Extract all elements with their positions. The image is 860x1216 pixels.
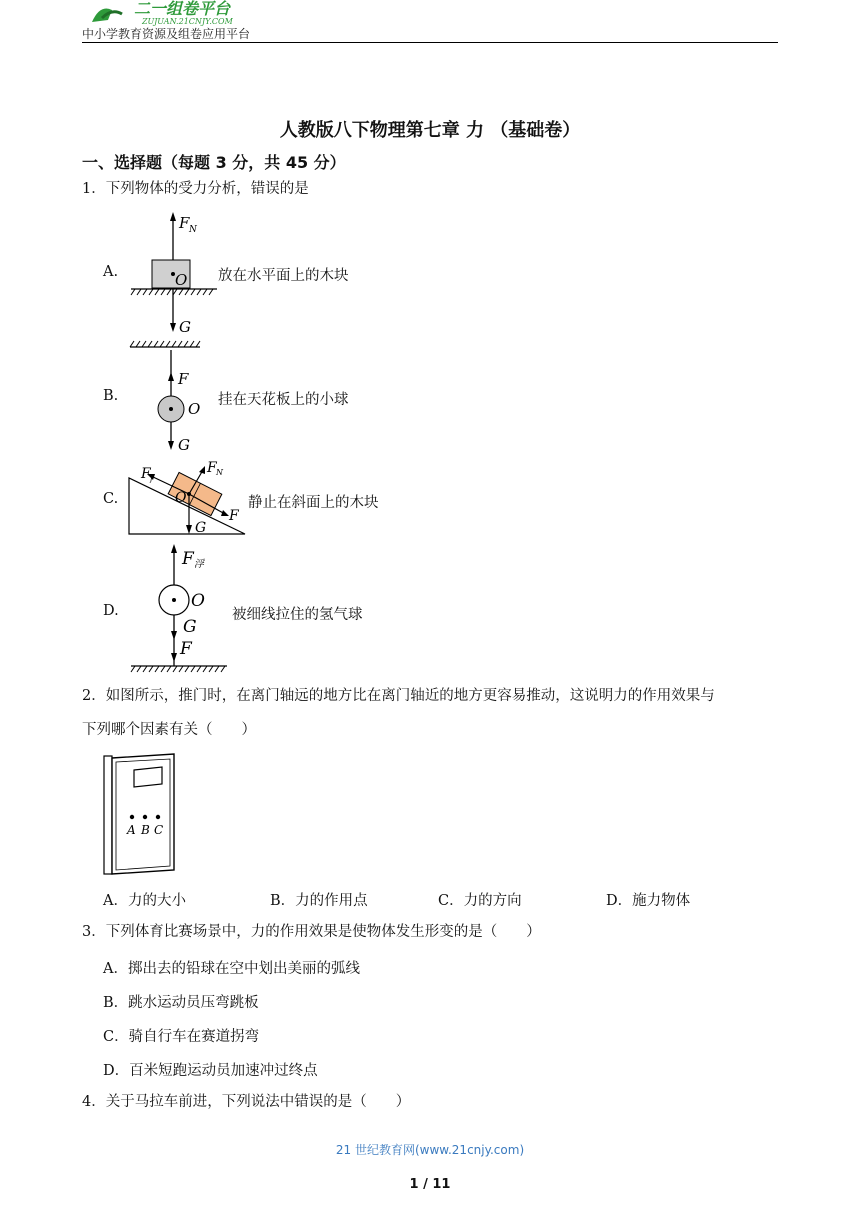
svg-text:G: G <box>178 436 190 454</box>
question-2-stem-line-1: 2．如图所示，推门时，在离门轴远的地方比在离门轴近的地方更容易推动，这说明力的作用效果与 <box>82 688 715 704</box>
q2-option-c: C．力的方向 <box>438 893 522 909</box>
svg-text:O: O <box>175 490 187 506</box>
q1-figure-b <box>125 338 225 458</box>
door-point-c: C <box>154 823 164 837</box>
q1-option-a-letter: A. <box>103 264 119 280</box>
q1-figure-c <box>125 458 255 542</box>
q1-option-d-letter: D. <box>103 603 119 619</box>
q1-option-b-letter: B. <box>103 388 119 404</box>
door-point-b: B <box>141 823 150 837</box>
svg-text:N: N <box>189 225 197 235</box>
q1-option-c-caption: 静止在斜面上的木块 <box>248 495 379 511</box>
header-rule <box>82 42 778 43</box>
svg-text:F: F <box>182 549 194 569</box>
header-subtitle: 中小学教育资源及组卷应用平台 <box>82 27 251 41</box>
svg-text:F: F <box>229 508 239 524</box>
q2-option-d: D．施力物体 <box>606 893 691 909</box>
svg-text:G: G <box>183 617 197 637</box>
page-number: 1 / 11 <box>409 1177 451 1192</box>
footer-site-link[interactable]: 21 世纪教育网(www.21cnjy.com) <box>335 1143 525 1157</box>
svg-text:F: F <box>178 370 189 388</box>
svg-text:F: F <box>179 214 190 232</box>
q2-door-figure <box>98 750 184 880</box>
question-1-stem: 1．下列物体的受力分析，错误的是 <box>82 181 309 197</box>
logo-url-text: ZUJUAN.21CNJY.COM <box>142 17 233 26</box>
svg-text:G: G <box>195 520 207 536</box>
q1-figure-d <box>125 540 235 676</box>
section-title: 一、选择题（每题 3 分，共 45 分） <box>82 153 346 172</box>
q1-figure-a <box>125 208 225 338</box>
site-logo <box>82 0 272 26</box>
svg-text:N: N <box>216 468 223 477</box>
svg-text:O: O <box>191 591 205 611</box>
svg-text:F: F <box>207 460 217 476</box>
q1-option-b-caption: 挂在天花板上的小球 <box>218 392 349 408</box>
svg-text:O: O <box>175 271 188 289</box>
question-3-stem: 3．下列体育比赛场景中，力的作用效果是使物体发生形变的是（ ） <box>82 924 541 940</box>
q3-option-c: C．骑自行车在赛道拐弯 <box>103 1029 260 1045</box>
svg-text:浮: 浮 <box>194 559 204 570</box>
door-point-a: A <box>127 823 136 837</box>
question-2-stem-line-2: 下列哪个因素有关（ ） <box>82 722 256 738</box>
svg-text:F: F <box>141 466 151 482</box>
q1-option-d-caption: 被细线拉住的氢气球 <box>232 607 363 623</box>
q1-option-c-letter: C. <box>103 491 119 507</box>
svg-text:G: G <box>179 318 191 336</box>
q3-option-a: A．掷出去的铅球在空中划出美丽的弧线 <box>103 961 360 977</box>
q2-option-b: B．力的作用点 <box>270 893 368 909</box>
q1-option-a-caption: 放在水平面上的木块 <box>218 268 349 284</box>
question-4-stem: 4．关于马拉车前进，下列说法中错误的是（ ） <box>82 1094 411 1110</box>
q3-option-d: D．百米短跑运动员加速冲过终点 <box>103 1063 318 1079</box>
q2-option-a: A．力的大小 <box>103 893 186 909</box>
svg-text:f: f <box>150 474 153 483</box>
document-title: 人教版八下物理第七章 力 （基础卷） <box>279 120 581 141</box>
logo-text: 二一组卷平台 <box>134 0 231 18</box>
q3-option-b: B．跳水运动员压弯跳板 <box>103 995 259 1011</box>
svg-text:F: F <box>180 639 192 659</box>
svg-text:O: O <box>188 400 201 418</box>
